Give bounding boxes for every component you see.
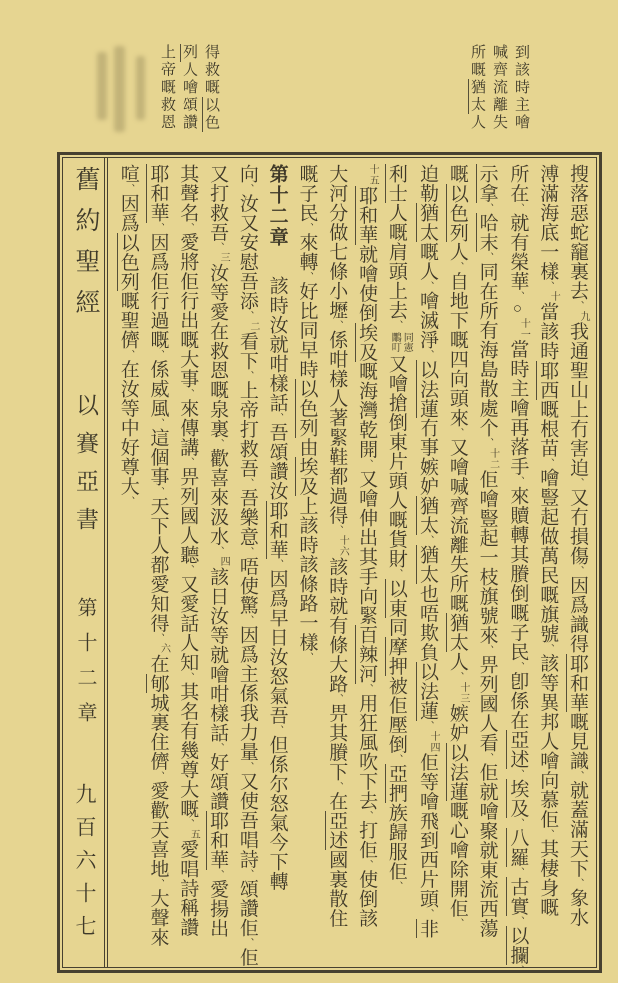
proper-noun-mark: 郇 [147, 673, 169, 693]
punctuation-mark: 、 [481, 203, 493, 213]
page-frame-inner [62, 157, 597, 975]
punctuation-mark: 、 [122, 496, 134, 506]
page-number: 九百六十七 [73, 783, 97, 948]
punctuation-mark: 、 [422, 535, 434, 545]
text-column: 耶和華、因爲佢行過嘅、係威風、這個事、天下人都愛知得、六在郇城裏住儕、愛歡天喜地、大聲來 [147, 164, 170, 947]
proper-noun-mark: 以色列 [296, 379, 318, 438]
text-column: 第十二章該時汝就咁樣話、吾頌讚汝耶和華、因爲早日汝怒氣吾、但係尔怒氣今下轉 [266, 164, 288, 891]
proper-noun-mark: 猶太 [446, 613, 468, 652]
punctuation-mark: 、 [152, 418, 164, 428]
verse-number: 十 [548, 291, 560, 302]
proper-noun-mark: 耶和華 [567, 653, 588, 712]
punctuation-mark: 、 [152, 878, 164, 889]
punctuation-mark: 、 [271, 559, 283, 569]
punctuation-mark: 、 [572, 565, 583, 576]
proper-noun-mark: 示拿 [476, 164, 498, 203]
text-column: 溥滿海底一樣、十當該時耶西嘅根苗、噲豎起做萬民嘅旗號、該等異邦人噲向慕佢、其棲身嘅 [537, 164, 560, 917]
proper-noun-mark: 古實 [507, 877, 529, 916]
punctuation-mark: 、 [361, 859, 373, 870]
verse-number: 十四 [428, 730, 440, 753]
punctuation-mark: 、 [512, 661, 524, 672]
punctuation-mark: 、 [572, 878, 583, 888]
punctuation-mark: 、 [152, 349, 164, 360]
punctuation-mark: 、 [390, 881, 402, 891]
title-sidebar [63, 158, 108, 967]
proper-noun-mark: 以色列 [446, 183, 468, 242]
proper-noun-mark: 猶太 [417, 545, 439, 584]
verse-number: 二 [247, 320, 259, 332]
punctuation-mark: 、 [241, 615, 253, 625]
annotation-column: 所嘅猶太人 [469, 44, 485, 132]
punctuation-mark: 、 [182, 388, 194, 399]
margin-summary-left [156, 44, 222, 132]
punctuation-mark: 、 [361, 459, 373, 469]
punctuation-mark: 、 [241, 546, 253, 557]
punctuation-mark: 、 [451, 918, 463, 928]
punctuation-mark: 、 [152, 633, 164, 643]
annotation-column: 得救嘅以色 [203, 44, 219, 132]
proper-noun-mark: 以色列 [117, 232, 139, 291]
proper-noun-mark: 以法蓮 [446, 742, 468, 801]
proper-noun-mark: 亞捫 [385, 764, 407, 803]
proper-noun-mark: 耶和華 [266, 500, 288, 559]
proper-noun-mark: 耶和華 [356, 186, 378, 245]
punctuation-mark: 、 [241, 937, 253, 948]
punctuation-mark: 、 [301, 271, 313, 282]
proper-noun-mark: 以攔 [507, 926, 529, 965]
proper-noun-mark: 非 [417, 918, 439, 938]
punctuation-mark: 、 [422, 720, 434, 731]
ink-bleed-smudge [136, 56, 145, 120]
punctuation-mark: 、 [542, 829, 554, 839]
punctuation-mark: 、 [481, 645, 493, 655]
proper-noun-mark: 猶太 [469, 79, 485, 114]
chapter-label: 第十二章 [74, 597, 96, 737]
punctuation-mark: 、 [182, 672, 194, 682]
text-column: 嘅以色列人、自地下嘅四向頭來、又噲喊齊流離失所嘅猶太人、十三嫉妒以法蓮嘅心噲除開佢、 [446, 164, 469, 928]
punctuation-mark: 、 [241, 869, 253, 879]
punctuation-mark: 、 [572, 300, 583, 311]
proper-noun-mark: 猶太 [417, 496, 439, 535]
punctuation-mark: 、 [331, 525, 343, 535]
gloss-column: 鷳叮 [389, 332, 401, 352]
punctuation-mark: 、 [572, 770, 583, 781]
ink-bleed-smudge [97, 52, 107, 120]
punctuation-mark: 、 [481, 752, 493, 763]
punctuation-mark: 、 [512, 965, 524, 975]
punctuation-mark: 、 [390, 568, 402, 579]
text-column: 又打救吾、三汝等愛在救恩嘅泉裏、歡喜來汲水、四該日汝等就噲咁樣話、好頌讚耶和華、愛揚出 [207, 164, 230, 938]
text-column: 示拿、哈末、同在所有海島散處个、十二佢噲豎起一枝旗號來、畀列國人看、佢就噲聚就東流西蕩 [476, 164, 499, 938]
proper-noun-mark: 八羅 [507, 828, 529, 867]
punctuation-mark: 、 [212, 438, 224, 449]
punctuation-mark: 、 [182, 222, 194, 233]
punctuation-mark: 、 [451, 427, 463, 438]
punctuation-mark: 、 [512, 203, 524, 213]
punctuation-mark: 、 [542, 643, 554, 654]
punctuation-mark: 、 [422, 349, 434, 360]
punctuation-mark: 、 [212, 242, 224, 252]
verse-number: 五 [188, 828, 200, 840]
proper-noun-mark: 猶太 [417, 203, 439, 242]
proper-noun-mark: 耶和華 [207, 811, 229, 870]
proper-noun-mark: 埃及 [507, 779, 529, 818]
proper-noun-mark: 以法蓮 [417, 662, 439, 721]
annotation-column: 喊齊流離失 [491, 44, 507, 132]
punctuation-mark: 、 [542, 458, 554, 468]
verse-number: 十五 [367, 164, 379, 186]
punctuation-mark: 、 [481, 437, 493, 448]
section-circle: ○ [509, 301, 526, 318]
proper-noun-mark: 耶西 [537, 360, 559, 400]
punctuation-mark: 、 [152, 222, 164, 233]
punctuation-mark: 、 [512, 867, 524, 877]
text-column: 嘅子民、來轉、好比同早時以色列由埃及上該時該條路一樣、 [296, 164, 318, 662]
text-column: 大河分做七條小壢、係咁樣人著緊鞋都過得、十六該時就有條大路、畀其賸下、在亞述國裏散住 [326, 164, 349, 928]
punctuation-mark: 、 [331, 781, 343, 792]
scripture-text-area [108, 158, 596, 975]
punctuation-mark: 、 [361, 810, 373, 821]
proper-noun-mark: 列 [181, 44, 197, 62]
text-column: 喧、因爲以色列嘅聖儕、在汝等中好尊大、 [117, 164, 139, 506]
book-title: 以賽亞書 [73, 393, 98, 545]
punctuation-mark: 、 [241, 183, 253, 194]
proper-noun-mark: 利士 [385, 164, 407, 203]
punctuation-mark: 、 [572, 477, 583, 488]
proper-noun-mark: 以東 [385, 578, 407, 618]
annotation-column: 上帝嘅救恩 [159, 44, 175, 132]
punctuation-mark: 、 [182, 457, 194, 467]
page-frame [57, 152, 602, 973]
proper-noun-mark: 哈末 [476, 213, 498, 252]
punctuation-mark: 、 [542, 281, 554, 291]
punctuation-mark: 、 [212, 742, 224, 753]
punctuation-mark: 、 [241, 478, 253, 488]
text-column: 迫勒猶太嘅人、噲滅淨、以法蓮冇事嫉妒猶太、猶太也唔欺負以法蓮、十四佢等噲飛到西片頭、非 [417, 164, 440, 938]
proper-noun-mark: 亞述 [326, 811, 348, 850]
punctuation-mark: 、 [512, 476, 524, 486]
text-column: 搜落惡蛇竉裏去、九我通聖山上冇害迫、又冇損傷、因爲識得耶和華嘅見識、就蓋滿天下、象水 [567, 164, 589, 927]
punctuation-mark: 、 [212, 869, 224, 880]
punctuation-mark: 、 [301, 652, 313, 662]
annotation-column: 到該時主噲 [513, 44, 529, 132]
punctuation-mark: 、 [241, 761, 253, 772]
punctuation-mark: 、 [451, 261, 463, 272]
verse-number: 六 [158, 643, 170, 654]
text-column: 其聲名、愛將佢行出嘅大事、來傳講、畀列國人聽、又愛話人知、其名有幾尊大嘅、五愛唱詩稱讚 [177, 164, 200, 937]
text-column: 利士人嘅肩頭上去、 同憲 鷳叮 又噲搶倒東片頭人嘅貨財、以東同摩押被佢壓倒、亞捫族歸服佢、 [385, 164, 413, 891]
verse-number: 十一 [518, 317, 530, 340]
punctuation-mark: 、 [182, 564, 194, 575]
verse-number: 三 [218, 252, 230, 263]
proper-noun-mark: 埃及 [356, 322, 378, 362]
work-title: 舊約聖經 [72, 166, 99, 330]
punctuation-mark: 、 [241, 310, 253, 321]
punctuation-mark: 、 [390, 754, 402, 764]
punctuation-mark: 、 [422, 908, 434, 919]
punctuation-mark: 、 [271, 412, 283, 423]
gloss-note [388, 332, 412, 352]
text-column: 十五耶和華就噲使倒埃及嘅海灣乾開、又噲伸出其手向緊百辣河、用狂風吹下去、打佢、使倒該 [356, 164, 379, 928]
punctuation-mark: 、 [122, 349, 134, 360]
proper-noun-mark: 百辣河 [356, 625, 378, 684]
punctuation-mark: 、 [212, 546, 224, 556]
verse-number: 十二 [487, 447, 499, 470]
annotation-column: 列人噲頌讚 [181, 44, 197, 132]
verse-number: 四 [218, 556, 230, 567]
punctuation-mark: 、 [481, 252, 493, 262]
punctuation-mark: 、 [331, 320, 343, 330]
punctuation-mark: 、 [182, 818, 194, 829]
verse-number: 十六 [337, 535, 349, 557]
proper-noun-mark: 以法蓮 [417, 359, 439, 418]
chapter-heading: 第十二章 [266, 164, 288, 248]
text-column: 向、汝又安慰吾添、二看下、上帝打救吾、吾樂意、唔使驚、因爲主係我力量、又使吾唱詩、頌讚佢、佢 [236, 164, 259, 967]
punctuation-mark: 、 [331, 693, 343, 704]
verse-number: 九 [578, 310, 589, 322]
proper-noun-mark: 亞述 [507, 730, 529, 769]
proper-noun-mark: 以色 [203, 96, 219, 132]
text-column: 所在、就有榮華、○十一當時主噲再落手、來贖轉其賸倒嘅子民、卽係在亞述、埃及、八羅、古實、以攔、 [507, 164, 530, 975]
verse-number: 十三 [457, 681, 469, 704]
ink-bleed-smudge [114, 46, 125, 132]
punctuation-mark: 、 [122, 183, 134, 194]
punctuation-mark: 、 [422, 281, 434, 291]
punctuation-mark: 、 [390, 320, 402, 330]
gloss-column: 同憲 [401, 332, 413, 352]
punctuation-mark: 、 [152, 486, 164, 497]
punctuation-mark: 、 [512, 818, 524, 828]
punctuation-mark: 、 [512, 291, 524, 301]
punctuation-mark: 、 [512, 916, 524, 926]
punctuation-mark: 、 [152, 771, 164, 781]
proper-noun-mark: 埃及 [296, 457, 318, 496]
punctuation-mark: 、 [271, 725, 283, 735]
proper-noun-mark: 耶和華 [147, 164, 169, 223]
punctuation-mark: 、 [512, 769, 524, 779]
title-sidebar-text [65, 158, 105, 967]
margin-summary-right [466, 44, 532, 132]
punctuation-mark: 、 [451, 671, 463, 682]
proper-noun-mark: 摩押 [385, 637, 407, 676]
punctuation-mark: 、 [241, 370, 253, 381]
punctuation-mark: 、 [361, 683, 373, 694]
punctuation-mark: 、 [301, 222, 313, 233]
